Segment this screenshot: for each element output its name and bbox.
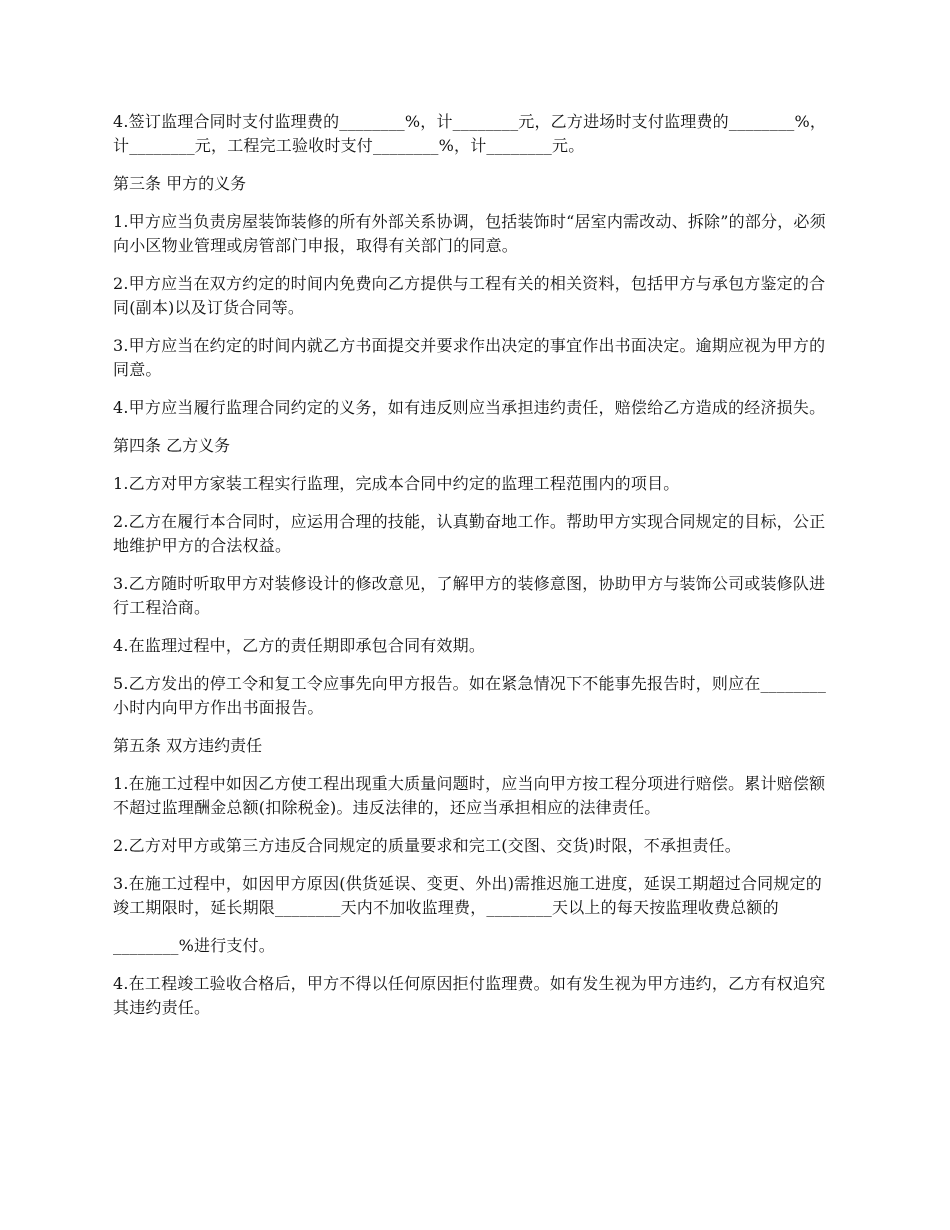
party-b-duty-1: 1.乙方对甲方家装工程实行监理，完成本合同中约定的监理工程范围内的项目。 (113, 474, 680, 493)
party-a-duty-3: 3.甲方应当在约定的时间内就乙方书面提交并要求作出决定的事宜作出书面决定。逾期应视为甲方的同意。 (113, 336, 826, 379)
liability-clause-3: 3.在施工过程中，如因甲方原因(供货延误、变更、外出)需推迟施工进度，延误工期超过合同规定的竣工期限时，延长期限________天内不加收监理费，________天以上的每天按监理收费总额的 (113, 874, 822, 917)
liability-clause-4: 4.在工程竣工验收合格后，甲方不得以任何原因拒付监理费。如有发生视为甲方违约，乙方有权追究其违约责任。 (113, 974, 826, 1017)
article-3-heading: 第三条 甲方的义务 (113, 174, 247, 193)
liability-clause-1: 1.在施工过程中如因乙方使工程出现重大质量问题时，应当向甲方按工程分项进行赔偿。累计赔偿额不超过监理酬金总额(扣除税金)。违反法律的，还应当承担相应的法律责任。 (113, 774, 826, 817)
party-b-duty-4: 4.在监理过程中，乙方的责任期即承包合同有效期。 (113, 636, 486, 655)
party-a-duty-4: 4.甲方应当履行监理合同约定的义务，如有违反则应当承担违约责任，赔偿给乙方造成的经济损失。 (113, 398, 826, 417)
payment-clause-4: 4.签订监理合同时支付监理费的________%，计________元，乙方进场时支付监理费的________%，计________元，工程完工验收时支付________%，计________元。 (113, 112, 827, 155)
party-a-duty-2: 2.甲方应当在双方约定的时间内免费向乙方提供与工程有关的相关资料，包括甲方与承包方鉴定的合同(副本)以及订货合同等。 (113, 274, 826, 317)
article-4-heading: 第四条 乙方义务 (113, 436, 231, 455)
document-body (113, 110, 837, 1034)
party-b-duty-2: 2.乙方在履行本合同时，应运用合理的技能，认真勤奋地工作。帮助甲方实现合同规定的目标，公正地维护甲方的合法权益。 (113, 512, 826, 555)
article-5-heading: 第五条 双方违约责任 (113, 736, 263, 755)
liability-clause-3-continued: ________%进行支付。 (113, 936, 276, 955)
liability-clause-2: 2.乙方对甲方或第三方违反合同规定的质量要求和完工(交图、交货)时限，不承担责任。 (113, 836, 741, 855)
party-b-duty-3: 3.乙方随时听取甲方对装修设计的修改意见，了解甲方的装修意图，协助甲方与装饰公司或装修队进行工程洽商。 (113, 574, 826, 617)
party-b-duty-5: 5.乙方发出的停工令和复工令应事先向甲方报告。如在紧急情况下不能事先报告时，则应在________小时内向甲方作出书面报告。 (113, 674, 827, 717)
party-a-duty-1: 1.甲方应当负责房屋装饰装修的所有外部关系协调，包括装饰时“居室内需改动、拆除”的部分，必须向小区物业管理或房管部门申报，取得有关部门的同意。 (113, 212, 826, 255)
